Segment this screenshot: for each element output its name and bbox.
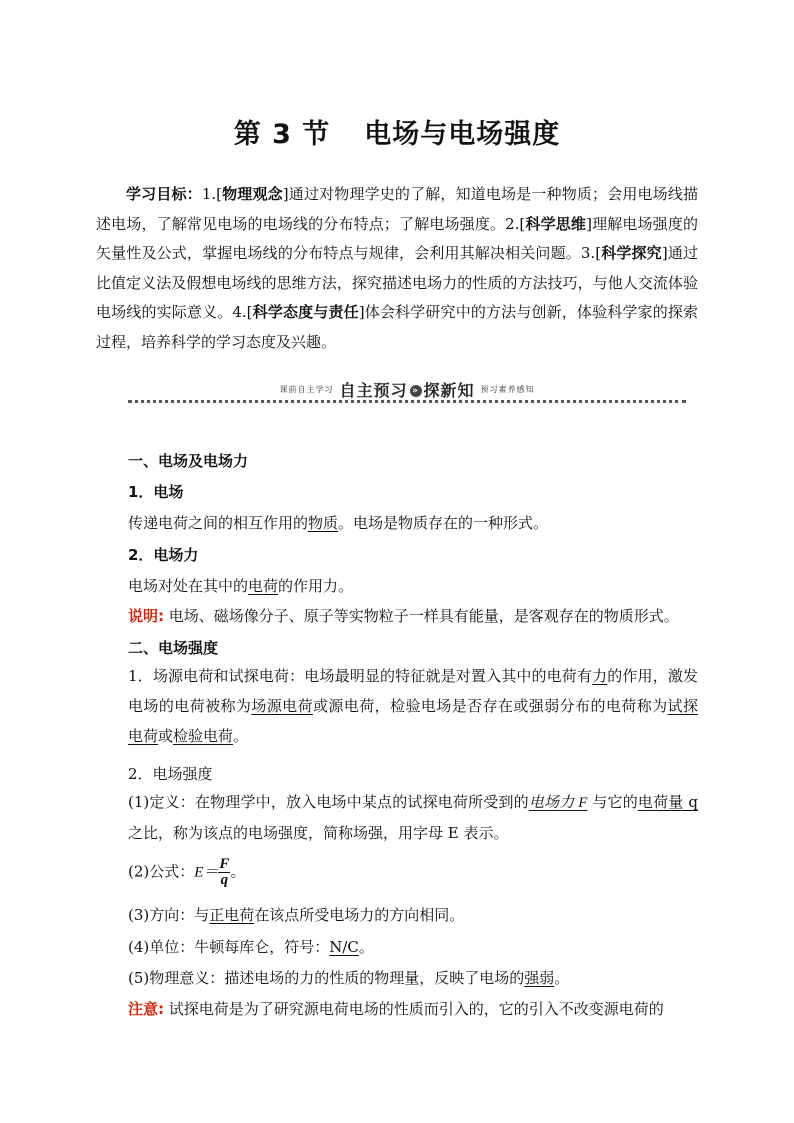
text: 。 bbox=[358, 938, 374, 956]
banner-main-b: 探新知 bbox=[423, 380, 475, 400]
section-name: 电场与电场强度 bbox=[364, 119, 561, 150]
subheading-intensity: 2．电场强度 bbox=[128, 765, 213, 783]
text: 的作用力。 bbox=[278, 577, 354, 595]
text: (3)方向：与 bbox=[128, 906, 210, 924]
note-label: 说明: bbox=[128, 607, 164, 625]
subheading-force: 2．电场力 bbox=[128, 546, 199, 564]
attention-text: 试探电荷是为了研究源电荷电场的性质而引入的，它的引入不改变源电荷的 bbox=[164, 1000, 664, 1018]
underlined-term: 电场力 F bbox=[528, 795, 588, 811]
denominator: q bbox=[220, 872, 229, 888]
text: 与它的 bbox=[587, 793, 638, 811]
text: (1)定义：在物理学中，放入电场中某点的试探电荷所受到的 bbox=[128, 793, 529, 811]
formula-fraction bbox=[218, 857, 230, 888]
direction-line bbox=[128, 904, 464, 925]
underlined-term: 试探电荷 bbox=[128, 697, 698, 745]
section-number: 第 3 节 bbox=[233, 119, 331, 150]
underlined-term: 力 bbox=[592, 667, 608, 685]
heading-2: 二、电场强度 bbox=[128, 639, 219, 657]
banner-divider bbox=[128, 400, 686, 403]
text: (5)物理意义：描述电场的力的性质的物理量，反映了电场的 bbox=[128, 969, 525, 987]
intensity-definition bbox=[128, 787, 698, 848]
text: 1．场源电荷和试探电荷：电场最明显的特征就是对置入其中的电荷有 bbox=[128, 667, 593, 685]
text: 在该点所受电场力的方向相同。 bbox=[254, 906, 465, 924]
obj-text: ]通过对物理学史的了解，知道电场是一种物质；会用电场线描述电场，了解常见电场的电场线的分布特点；了解电场强度。2.[ bbox=[96, 185, 698, 233]
underlined-term: 场源电荷 bbox=[251, 697, 313, 715]
underlined-term: 物质 bbox=[308, 514, 339, 532]
underlined-term: 电荷 bbox=[248, 577, 279, 595]
heading-1: 一、电场及电场力 bbox=[128, 452, 249, 470]
banner-main bbox=[339, 378, 474, 401]
note-text: 电场、磁场像分子、原子等实物粒子一样具有能量，是客观存在的物质形式。 bbox=[164, 607, 679, 625]
underlined-term: 正电荷 bbox=[209, 906, 255, 924]
attention-label: 注意: bbox=[128, 1000, 164, 1018]
text: (4)单位：牛顿每库仑，符号： bbox=[128, 938, 330, 956]
text: 。电场是物质存在的一种形式。 bbox=[338, 514, 549, 532]
text: 。 bbox=[230, 862, 246, 881]
underlined-term: 强弱 bbox=[524, 969, 555, 987]
obj-text: ]体会科学研究中的方法与创新，体验科学家的探索过程，培养科学的学习态度及兴趣。 bbox=[96, 303, 698, 351]
underlined-term: 电荷量 q bbox=[637, 793, 698, 811]
attention-note bbox=[128, 998, 664, 1019]
obj-text: ]理解电场强度的矢量性及公式，掌握电场线的分布特点与规律，会利用其解决相关问题。3.[ bbox=[96, 214, 698, 262]
underlined-term: 检验电荷 bbox=[173, 727, 234, 745]
arrow-icon: » bbox=[410, 385, 422, 397]
text: 或 bbox=[158, 727, 174, 745]
page-title bbox=[0, 112, 794, 151]
text: 。 bbox=[233, 727, 249, 745]
force-definition bbox=[128, 575, 353, 596]
text: 的作用，激发电场的电荷被称为 bbox=[128, 667, 698, 715]
obj-keyword: 科学态度与责任 bbox=[252, 303, 359, 321]
unit-line bbox=[128, 936, 374, 957]
underlined-term: N/C bbox=[329, 938, 359, 956]
obj-text: 1.[ bbox=[201, 185, 222, 203]
objectives-label: 学习目标： bbox=[126, 185, 202, 203]
section-banner bbox=[128, 378, 686, 400]
subheading-field: 1．电场 bbox=[128, 483, 184, 501]
banner-right-text: 预习素养感知 bbox=[480, 384, 535, 394]
banner-main-a: 自主预习 bbox=[339, 380, 408, 400]
text: 。 bbox=[554, 969, 570, 987]
obj-text: ]通过比值定义法及假想电场线的思维方法，探究描述电场力的性质的方法技巧，与他人交流体验电场线的实际意义。4.[ bbox=[96, 244, 698, 321]
banner-left-text: 课前自主学习 bbox=[279, 384, 334, 394]
obj-keyword: 科学思维 bbox=[525, 214, 587, 233]
obj-keyword: 物理观念 bbox=[221, 185, 283, 203]
numerator: F bbox=[219, 856, 230, 872]
learning-objectives bbox=[96, 180, 698, 357]
text: 或源电荷，检验电场是否存在或强弱分布的电荷称为 bbox=[313, 697, 668, 715]
text: 电场对处在其中的 bbox=[128, 577, 249, 595]
obj-keyword: 科学探究 bbox=[601, 244, 662, 262]
text: (2)公式： bbox=[128, 862, 195, 881]
source-test-charge-paragraph bbox=[128, 661, 698, 751]
field-definition bbox=[128, 512, 548, 533]
formula-line bbox=[128, 857, 245, 888]
meaning-line bbox=[128, 967, 569, 988]
text: 之比，称为该点的电场强度，简称场强，用字母 E 表示。 bbox=[128, 824, 509, 842]
text: 传递电荷之间的相互作用的 bbox=[128, 514, 309, 532]
note bbox=[128, 605, 679, 626]
formula-lhs: E＝ bbox=[194, 864, 219, 881]
